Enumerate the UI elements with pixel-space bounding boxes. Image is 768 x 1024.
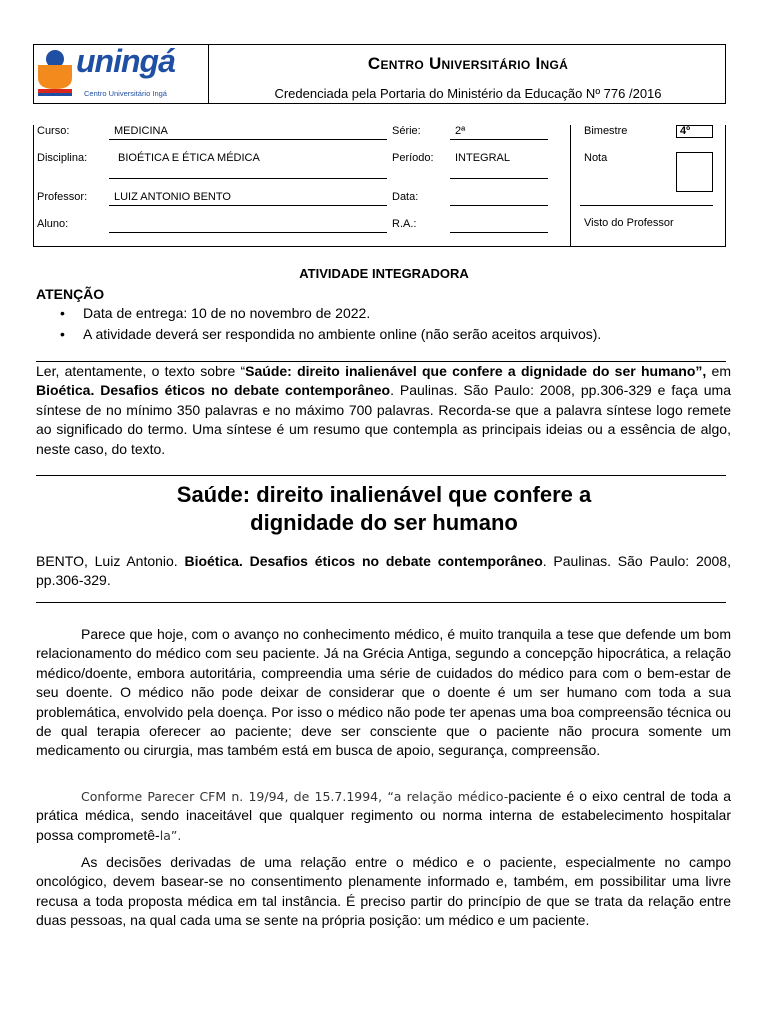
bullet-dot: •	[60, 326, 65, 342]
ref-publisher: . Paulinas. São Paulo: 2008, pp.306-329.	[36, 553, 731, 589]
paragraph-text: paciente é o eixo central de toda a prática médica, sendo inaceitável que qualquer regimento ou norma interna de estabelecimento hospitalar possa comprometê-	[36, 788, 732, 843]
cfm-citation: Conforme Parecer CFM n. 19/94, de 15.7.1994, “a relação médico-	[81, 789, 509, 804]
ref-book-title: Bioética. Desafios éticos no debate contemporâneo	[184, 553, 543, 569]
aluno-label: Aluno:	[37, 218, 69, 230]
instr-bold-title: Saúde: direito inalienável que confere a dignidade do ser humano”,	[245, 363, 707, 379]
bimestre-value: 4º	[680, 125, 691, 137]
bimestre-label: Bimestre	[584, 125, 628, 137]
curso-value: MEDICINA	[114, 125, 168, 137]
credential-text: Credenciada pela Portaria do Ministério da Educação Nº 776 /2016	[274, 86, 662, 101]
ra-field[interactable]	[450, 232, 548, 233]
periodo-line	[450, 178, 548, 179]
panel-divider	[570, 125, 571, 246]
bimestre-box	[676, 125, 713, 138]
professor-label: Professor:	[37, 191, 88, 203]
attention-heading: ATENÇÃO	[36, 286, 105, 302]
logo-wordmark: uningá	[76, 43, 175, 79]
logo-cell	[34, 45, 209, 103]
header-box	[33, 44, 726, 104]
ra-label: R.A.:	[392, 218, 417, 230]
serie-line	[450, 139, 548, 140]
aluno-field[interactable]	[109, 232, 387, 233]
nota-label: Nota	[584, 152, 608, 164]
disciplina-line	[109, 178, 387, 179]
periodo-value: INTEGRAL	[455, 152, 511, 164]
instr-bold-book: Bioética. Desafios éticos no debate contemporâneo	[36, 382, 391, 399]
visto-line	[580, 205, 713, 206]
article-title-line-2: dignidade do ser humano	[250, 510, 518, 535]
separator-rule	[36, 475, 726, 476]
cfm-citation-end: la”.	[159, 827, 182, 843]
instr-text: em	[706, 363, 731, 379]
bullet-dot: •	[60, 305, 65, 321]
instr-text: . Paulinas. São Paulo: 2008, pp.306-329 e faça uma síntese de no mínimo 350 palavras e no máximo 700 palavras. Recorda-se que a palavra síntese logo remete ao significado do termo. Uma síntese é um resumo que contempla as principais ideias ou a essência de algo, neste caso, do texto.	[36, 382, 731, 457]
article-title-line-1: Saúde: direito inalienável que confere a	[176, 482, 592, 507]
professor-value: LUIZ ANTONIO BENTO	[114, 191, 231, 203]
article-paragraph-1: Parece que hoje, com o avanço no conhecimento médico, é muito tranquila a tese que defende um bom relacionamento do médico com seu paciente. Já na Grécia Antiga, segundo a concepção hipocrática, a relação médico/doente, embora autoritária, compreendia uma série de cuidados do médico para com o bem-estar de seu doente. O médico não pode deixar de considerar que o doente é um ser humano com toda a sua problemática, envolvido pela doença. Por isso o médico não pode ter apenas uma boa compreensão técnica ou de qual terapia oferecer ao paciente; deve ser consciente que o paciente não procura somente um medicamento ou cirurgia, mas também está em busca de apoio, segurança, compreensão.	[36, 626, 731, 759]
disciplina-value: BIOÉTICA E ÉTICA MÉDICA	[118, 152, 260, 164]
professor-line	[109, 205, 387, 206]
university-name: Centro Universitário Ingá	[367, 54, 569, 73]
data-label: Data:	[392, 191, 419, 203]
data-field[interactable]	[450, 205, 548, 206]
logo-subtitle: Centro Universitário Ingá	[84, 89, 167, 98]
activity-title: ATIVIDADE INTEGRADORA	[299, 266, 469, 281]
visto-label: Visto do Professor	[584, 217, 674, 229]
curso-line	[109, 139, 387, 140]
serie-label: Série:	[392, 125, 421, 137]
ref-author: BENTO, Luiz Antonio.	[36, 553, 185, 569]
bullet-text: Data de entrega: 10 de no novembro de 2022.	[83, 305, 371, 321]
serie-value: 2ª	[455, 125, 466, 137]
disciplina-label: Disciplina:	[37, 152, 88, 164]
student-info-panel	[33, 125, 726, 247]
article-reference	[36, 552, 731, 591]
nota-box[interactable]	[676, 152, 713, 192]
bullet-text: A atividade deverá ser respondida no ambiente online (não serão aceitos arquivos).	[83, 326, 602, 342]
article-paragraph-2	[36, 787, 731, 845]
article-paragraph-3: As decisões derivadas de uma relação entre o médico e o paciente, especialmente no campo oncológico, devem basear-se no consentimento plenamente informado e, também, em possibilitar uma livre recusa a toda proposta médica em tal instância. É preciso partir do princípio de que se trata da relação entre duas pessoas, na qual cada uma se sente na própria posição: um médico e um paciente.	[36, 854, 731, 929]
instr-text: Ler, atentamente, o texto sobre “	[36, 363, 246, 379]
periodo-label: Período:	[392, 152, 434, 164]
curso-label: Curso:	[37, 125, 70, 137]
separator-rule	[36, 602, 726, 603]
instructions-paragraph	[36, 362, 731, 459]
